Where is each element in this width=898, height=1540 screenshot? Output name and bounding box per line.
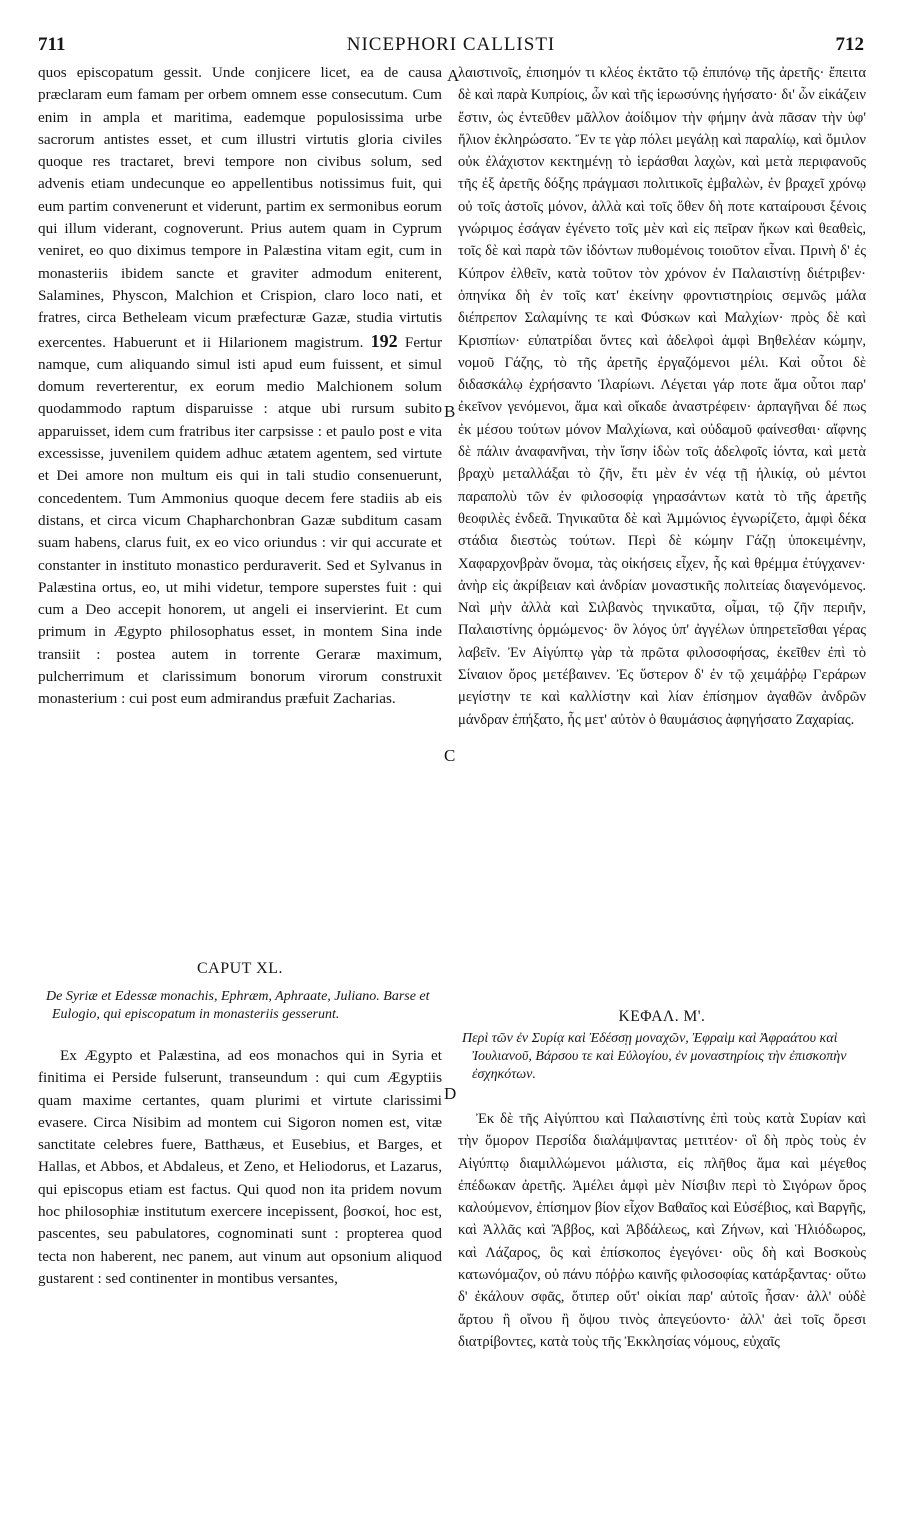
greek-chapter-body [458, 1108, 866, 1353]
margin-letter-b: B [444, 402, 456, 421]
greek-column-top [458, 62, 866, 731]
margin-letter-a: A [447, 66, 460, 85]
chapter-marker: 192 [370, 330, 398, 351]
latin-column-top [38, 62, 442, 711]
latin-chapter-subtitle: De Syriæ et Edessæ monachis, Ephræm, Aphraate, Juliano. Barse et Eulogio, qui episcopatum in monasteriis gesserunt. [46, 989, 430, 1022]
latin-chapter-body [38, 1045, 442, 1290]
latin-text-cont: Fertur namque, cum aliquando simul isti apud eum fuissent, et simul domum reverterentur, ex eorum medio Malchionem solum quodammodo raptum disparuisse : atque ubi rursum subito apparuisset, idem cum fratribus iter carpsisse : et paulo post e vita excessisse, juvenilem quidem adhuc ætatem agentem, sed virtute et Dei amore non multum eis qui in tali studio consenuerunt, concedentem. Tum Ammonius quoque decem fere stadiis ab eis distans, et circa vicum Chapharchonbran Gazæ subditum casam suam habens, clarus fuit, ex eo vico oriundus : vir qui accurate et constanter in instituto monastico perduraverit. Sed et Sylvanus in Palæstina ortus, eo, ut mihi videtur, tempore superstes fuit : qui cum a Deo accepit honorem, ut angeli ei inservierint. Et cum primum in Ægypto philosophatus esset, in montem Sina inde transiit : postea autem in torrente Geraræ maximum, pulcherrimum et clarissimum bonorum virorum construxit monasterium : cui post eum admirandus præfuit Zacharias. [38, 333, 443, 708]
margin-letter-c: C [444, 746, 456, 765]
latin-text: quos episcopatum gessit. Unde conjicere licet, ea de causa præclaram eum famam per orbem omnem esse consecutum. Cum enim in ampla et maritima, eademque populosissima urbe sacrorum antistes esset, et cum illustri virtutis gloria civiles quoque res tractaret, brevi tempore non civibus solum, sed advenis etiam undecunque eo appellentibus notissimus fuit, qui eum partim convenerunt et viderunt, partim ex sermonibus eorum qui illum viderant, cognoverunt. Prius autem quam in Cyprum veniret, eo quo diximus tempore in Palæstina vitam egit, cum in monasteriis ibidem sancte et graviter admodum eniterent, Salamines, Physcon, Malchion et Crispion, claro loco nati, et fratres, circa Betheleam vicum præfecturæ Gazæ, studia virtutis exercentes. Habuerunt et ii Hilarionem magistrum. [38, 64, 442, 351]
latin-chapter-paragraph: Ex Ægypto et Palæstina, ad eos monachos qui in Syria et finitima ei Perside fulserunt, transeundum : qui cum Ægyptiis quam maxime certantes, quam plurimi et virtute clarissimi evasere. Circa Nisibim ad montem cui Sigoron nomen est, vitæ sanctitate celebres fuere, Batthæus, et Eusebius, et Barges, et Hallas, et Abbos, et Abdaleus, et Zeno, et Heliodorus, et Lazarus, qui episcopus etiam est factus. Qui quod non ita pridem novum hoc philosophiæ institutum exercere incepissent, βοσκοί, hoc est, pascentes, seu pabulatores, cognominati sunt : propterea quod tecta non haberent, nec panem, aut vinum aut opsonium aliquod gustarent : sed continenter in montibus versantes, [38, 1047, 442, 1287]
latin-chapter-title: CAPUT XL. [197, 960, 283, 977]
latin-paragraph [38, 62, 442, 711]
greek-chapter-paragraph: Ἐκ δὲ τῆς Αἰγύπτου καὶ Παλαιστίνης ἐπὶ τοὺς κατὰ Συρίαν καὶ τὴν ὅμορον Περσίδα διαλάμψαντας μετιτέον· οἳ δὴ πρὸς τοὺς ἐν Αἰγύπτῳ διαμιλλώμενοι μάλιστα, εἰς πλῆθος ἅμα καὶ μέγεθος ἐπέδωκαν ἀρετῆς. Ἀμέλει ἀμφὶ μὲν Νίσιβιν περὶ τὸ Σιγόρων ὄρος καλούμενον, ἐπίσημον βίον εἶχον Βαθαῖος καὶ Εὐσέβιος, καὶ Βαργῆς, καὶ Ἀλλᾶς καὶ Ἄββος, καὶ Ἀβδάλεως, καὶ Ζήνων, καὶ Ἡλιόδωρος, καὶ Λάζαρος, ὃς καὶ ἐπίσκοπος ἐγεγόνει· οὓς δὴ καὶ Βοσκοὺς κατωνόμαζον, οὐ πάνυ πόῤῥω καινῆς φιλοσοφίας κατάρξαντας· οὕτω δ' ἐκάλουν σφᾶς, ὅτιπερ οὔτ' οἰκίαι παρ' αὐτοῖς ἦσαν· ἀλλ' οὐδὲ ἄρτου ἢ οἴνου ἢ ὄψου τινὸς ἀπεγεύοντο· ἀλλ' ἀεὶ τοῖς ὄρεσι διατρίβοντες, κατὰ τοὺς τῆς Ἐκκλησίας νόμους, εὐχαῖς [458, 1111, 866, 1350]
greek-paragraph: λαιστινοῖς, ἐπισημόν τι κλέος ἐκτᾶτο τῷ ἐπιπόνῳ τῆς ἀρετῆς· ἔπειτα δὲ καὶ παρὰ Κυπρίοις, ὧν καὶ τῆς ἱερωσύνης ἡγήσατο· δι' ὧν εἰκάζειν ἔστιν, ὡς ἐντεῦθεν μᾶλλον ἀοίδιμον τὴν φήμην ἀνὰ πᾶσαν τὴν ὑφ' ἥλιον ἐκληρώσατο. Ἔν τε γὰρ πόλει μεγάλῃ καὶ παραλίῳ, καὶ ὅμιλον οὐκ ἐλάχιστον κεκτημένῃ τὸ ἱεράσθαι λαχὼν, καὶ μετὰ περιφανοῦς τῆς ἐξ ἀρετῆς δόξης πράγμασι πολιτικοῖς ἐμβαλὼν, ἐν βραχεῖ χρόνῳ οὐ τοῖς ἀστοῖς μόνον, ἀλλὰ καὶ τοῖς ὅθεν δὴ ποτε καταίρουσι ξένοις γνώριμος ἐσάγαν ἐγένετο τοῖς μὲν καὶ εἰς πεῖραν ἥκων καὶ θεαθεὶς, τοῖς δὲ καὶ παρὰ τῶν ἰδόντων πυθομένοις τοιοῦτον εἶναι. Πρινὴ δ' ἐς Κύπρον ἐλθεῖν, κατὰ τοῦτον τὸν χρόνον ἐν Παλαιστίνῃ διέτριβεν· ὁπηνίκα δὴ ἐν τοῖς κατ' ἐκείνην φροντιστηρίοις σεμνῶς μάλα διέπρεπον Σαλαμίνης τε καὶ Φύσκων καὶ Μαλχίων· πρὸς δὲ καὶ Κρισπίων· εὐπατρίδαι ὄντες καὶ ἀδελφοὶ ἀμφὶ Βηθελέαν κώμην, νομοῦ Γάζης, τὸ τῆς ἀρετῆς ἐργαζόμενοι μέλι. Καὶ οὗτοι δὲ διδασκάλῳ ἐχρήσαντο Ἱλαρίωνι. Λέγεται γάρ ποτε ἅμα οὗτοι παρ' ἐκεῖνον γενόμενοι, ἅμα καὶ οἴκαδε ἀναστρέφειν· ἁρπαγῆναι δέ πως ἐκ μέσου τούτων μόνον Μαλχίωνα, καὶ οὐδαμοῦ φαίνεσθαι· αἴφνης δὲ πάλιν ἀναφανῆναι, τὴν ἴσην ἰδὼν τοῖς ἀδελφοῖς ἰόντα, καὶ μετὰ βραχὺ μεταλλάξαι τὸ ζῆν, ἔτι μὲν ἐν νέᾳ τῇ ἡλικίᾳ, οὐ μέντοι παραπολὺ τῶν ἐν φιλοσοφίᾳ γηρασάντων κατὰ τὸ τῆς ἀρετῆς θεοφιλὲς ἐνδεᾶ. Τηνικαῦτα δὲ καὶ Ἀμμώνιος ἐγνωρίζετο, ἀμφὶ δέκα στάδια διεστὼς τούτων. Περὶ δὲ κώμην Γάζῃ ὑποκειμένην, Χαφαρχονβρὰν ὄνομα, τὰς οἰκήσεις εἶχεν, ἧς καὶ θρέμμα ἐτύγχανεν· ἀνὴρ εἰς ἀκρίβειαν καὶ ἀνδρίαν μοναστικῆς πολιτείας διαγενόμενος. Ναὶ μὴν ἀλλὰ καὶ Σιλβανὸς τηνικαῦτα, οἶμαι, τῷ ζῆν περιῆν, Παλαιστίνης ὁρμώμενος· ὃν λόγος ὑπ' ἀγγέλων ὑπηρετεῖσθαι γέρας λαβεῖν. Ἐν Αἰγύπτῳ γὰρ τὰ πρῶτα φιλοσοφήσας, ἐκεῖθεν ἐπὶ τὸ Σίναιον ὄρος μετέβαινεν. Ἐς ὕστερον δ' ἐν τῷ χειμάῤῥῳ Γεράρων μεγίστην τε καὶ καλλίστην καὶ λίαν ἐπίσημον ἀγαθῶν ἀνδρῶν μάνδραν ἐπήξατο, ἧς μετ' αὐτὸν ὁ θαυμάσιος ἀφηγήσατο Ζαχαρίας. [458, 65, 866, 728]
greek-chapter-title: ΚΕΦΑΛ. Μ'. [618, 1008, 706, 1025]
page-number-right: 712 [835, 34, 864, 55]
page-number-left: 711 [38, 34, 66, 55]
running-title: NICEPHORI CALLISTI [346, 34, 556, 55]
margin-letter-d: D [444, 1084, 457, 1103]
greek-chapter-subtitle: Περὶ τῶν ἐν Συρίᾳ καὶ Ἐδέσσῃ μοναχῶν, Ἐφραὶμ καὶ Ἀφραάτου καὶ Ἰουλιανοῦ, Βάρσου τε καὶ Εὐλογίου, ἐν μοναστηρίοις τὴν ἐπισκοπὴν ἐσχηκότων. [462, 1031, 847, 1082]
running-header [38, 34, 864, 60]
